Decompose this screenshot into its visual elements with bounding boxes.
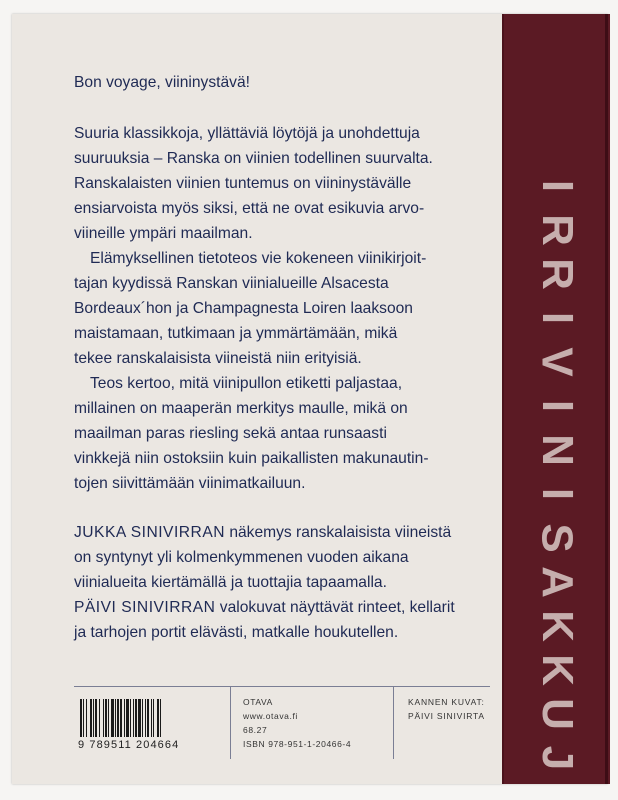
line: vinkkejä niin ostoksiin kuin paikallisten makunautin- (74, 450, 429, 467)
barcode-number: 9 789511 204664 (78, 739, 180, 751)
line-text: näkemys ranskalaisista viineistä (224, 524, 452, 541)
line-text: valokuvat näyttävät rinteet, kellarit (215, 599, 455, 616)
cover-credit-name: PÄIVI SINIVIRTA (408, 711, 485, 721)
line: on syntynyt yli kolmenkymmenen vuoden aikana (74, 549, 409, 566)
spine-letter: N (533, 434, 582, 466)
line: tajan kyydissä Ranskan viinialueille Alsacesta (74, 275, 389, 292)
line (74, 520, 494, 545)
blurb-text (74, 70, 494, 645)
line: maistamaan, tutkimaan ja ymmärtämään, mikä (74, 325, 398, 342)
line: Suuria klassikkoja, yllättäviä löytöjä ja unohdettuja (74, 125, 420, 142)
spine-letter: S (532, 523, 582, 553)
line: maailman paras riesling sekä antaa runsaasti (74, 425, 387, 442)
spacer (74, 496, 494, 520)
publisher-info (230, 687, 393, 759)
publisher-url: www.otava.fi (243, 711, 298, 721)
line: viinialueita kiertämällä ja tuottajia tapaamalla. (74, 574, 387, 591)
publisher-code: 68.27 (243, 725, 268, 735)
author-name-jukka: JUKKA SINIVIRRAN (74, 524, 225, 541)
author-bio (74, 520, 494, 645)
isbn: ISBN 978-951-1-20466-4 (243, 739, 352, 749)
line: Teos kertoo, mitä viinipullon etiketti paljastaa, (90, 375, 403, 392)
line: ja tarhojen portit elävästi, matkalle houkutellen. (74, 624, 399, 641)
author-name-paivi: PÄIVI SINIVIRRAN (74, 599, 216, 616)
spine-edge (605, 14, 608, 784)
book-spine (502, 14, 610, 784)
line (74, 595, 494, 620)
line: Ranskalaisten viinien tuntemus on viininystävälle (74, 175, 412, 192)
line: suuruuksia – Ranska on viinien todellinen suurvalta. (74, 150, 433, 167)
spine-letter: V (532, 347, 582, 377)
greeting: Bon voyage, viininystävä! (74, 74, 250, 91)
paragraph-2 (74, 246, 494, 371)
line: Elämyksellinen tietoteos vie kokeneen viinikirjoit- (90, 250, 427, 267)
line: ensiarvoista myös siksi, että ne ovat esikuvia arvo- (74, 200, 425, 217)
barcode-bar (161, 699, 163, 737)
paragraph-1 (74, 121, 494, 246)
line: Bordeaux´hon ja Champagnesta Loiren laaksoon (74, 300, 413, 317)
paragraph-3 (74, 371, 494, 496)
line: viineille ympäri maailman. (74, 225, 253, 242)
spine-letter: I (532, 311, 582, 325)
spine-letter: J (532, 745, 582, 771)
spine-letter: R (533, 214, 582, 246)
spine-letter: I (532, 399, 582, 413)
line: tojen siivittämään viinimatkailuun. (74, 475, 306, 492)
line: millainen on maaperän merkitys maulle, mikä on (74, 400, 408, 417)
spine-letter: I (532, 487, 582, 501)
spine-letter: K (533, 654, 582, 686)
cover-credit (393, 687, 490, 759)
line: tekee ranskalaisista viineistä niin erityisiä. (74, 350, 362, 367)
spine-letter: K (533, 610, 582, 642)
imprint-footer (74, 686, 490, 759)
barcode-image (80, 699, 220, 737)
spine-letter: U (533, 698, 582, 730)
spine-letter: A (533, 566, 582, 598)
barcode-block (74, 687, 230, 759)
cover-credit-label: KANNEN KUVAT: (408, 697, 485, 707)
spine-title (532, 164, 582, 771)
spine-letter: R (533, 258, 582, 290)
spine-letter: I (532, 179, 582, 193)
publisher-name: OTAVA (243, 697, 273, 707)
back-cover (12, 14, 608, 784)
